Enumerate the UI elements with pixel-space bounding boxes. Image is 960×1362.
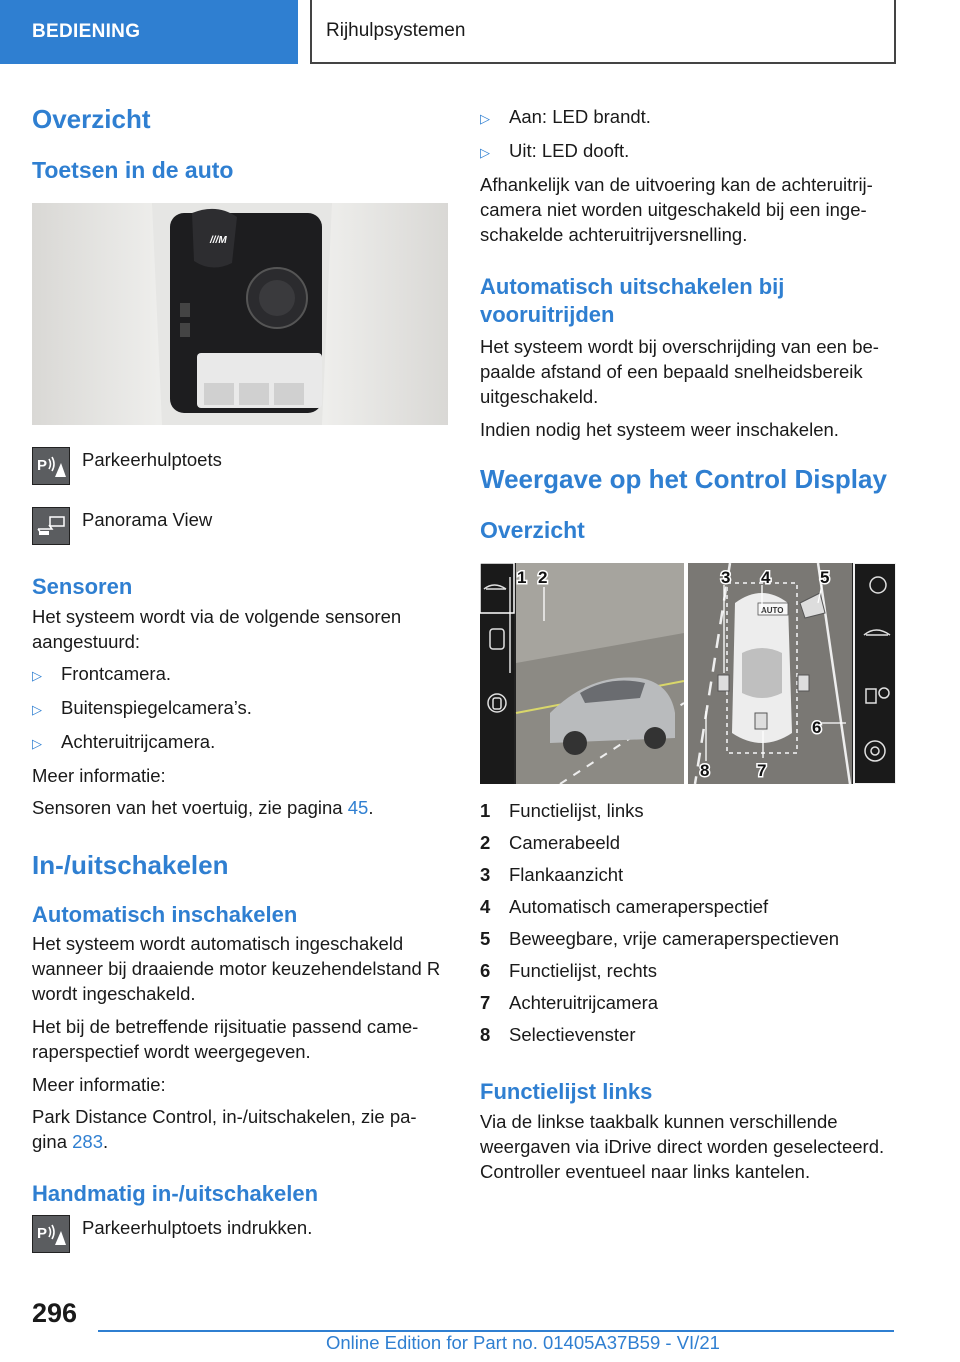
list-item: ▷ Uit: LED dooft. [480,138,896,165]
display-title: Weergave op het Control Display [480,464,887,494]
list-item: 3 Flankaanzicht [480,863,624,885]
parking-assist-icon [32,1215,70,1253]
more-info-label-2: Meer informatie: [32,1073,166,1095]
parking-key-row [32,447,448,485]
list-item: 4 Automatisch cameraperspectief [480,895,769,917]
list-item: ▷ Buitenspiegelcamera’s. [32,695,448,722]
console-illustration [32,203,448,425]
list-item: ▷ Frontcamera. [32,661,448,688]
callout-3: 3 [721,567,731,587]
subtitle-keys: Toetsen in de auto [32,157,234,184]
triangle-bullet-icon: ▷ [32,736,42,752]
list-item: 7 Achteruitrijcamera [480,991,659,1013]
triangle-bullet-icon: ▷ [480,111,490,126]
pdc-reference: Park Distance Control, in-/uitschakelen, zie pa-gina 283. [32,1105,417,1152]
right-column [480,104,896,1184]
list-item: 8 Selectievenster [480,1023,636,1045]
callout-7: 7 [757,760,767,780]
sensor-list [32,661,448,756]
chapter-header [310,0,896,64]
chapter-title: Rijhulpsystemen [326,20,466,41]
callout-4: 4 [761,567,771,587]
auto-on-title: Automatisch inschakelen [32,902,298,928]
center-console-photo [32,203,448,425]
parking-assist-icon [32,447,70,485]
auto-off-text-1: Het systeem wordt bij overschrijding van een be-paalde afstand of een bepaald snelheidsbereik uitgeschakeld. [480,336,879,407]
list-item: 2 Camerabeeld [480,831,621,853]
list-item: 6 Functielijst, rechts [480,959,658,981]
manual-key-row [32,1215,448,1253]
more-info-label: Meer informatie: [32,765,166,787]
left-column [32,96,448,1253]
page-number: 296 [32,1298,78,1328]
callout-1: 1 [517,567,527,587]
auto-on-text-1: Het systeem wordt automatisch ingeschakeld wanneer bij draaiende motor keuzehendelstand R wordt ingeschakeld. [32,932,441,1004]
funclist-text: Via de linkse taakbalk kunnen verschillende weergaven via iDrive direct worden geselecteerd. Controller eventueel naar links kantelen. [480,1111,885,1183]
list-item: 1 Functielijst, links [480,799,644,821]
svg-text:P: P [37,1225,48,1243]
list-item: ▷ Aan: LED brandt. [480,104,896,131]
triangle-bullet-icon: ▷ [480,145,490,160]
auto-off-title: Automatisch uitschakelen bij vooruitrijden [480,274,785,327]
list-item: 5 Beweegbare, vrije cameraperspectieven [480,927,840,949]
page-title: Overzicht [32,104,151,134]
onoff-title: In-/uitschakelen [32,850,229,881]
sensors-title: Sensoren [32,573,133,599]
section-tab [0,0,298,64]
funclist-title: Functielijst links [480,1078,653,1104]
callout-5: 5 [820,567,830,587]
variant-text: Afhankelijk van de uitvoering kan de achteruitrij-camera niet worden uitgeschakeld bij een inge-schakelde achteruitrijversnelling. [480,174,873,245]
auto-off-text-2: Indien nodig het systeem weer inschakelen. [480,419,839,440]
panorama-key-row [32,507,448,545]
callout-6: 6 [812,717,822,737]
svg-text:P: P [37,456,48,474]
triangle-bullet-icon: ▷ [32,668,42,684]
svg-text:///M: ///M [210,234,227,246]
section-title: BEDIENING [32,21,141,42]
panorama-view-icon [32,507,70,545]
panorama-key-label: Panorama View [82,508,213,530]
control-display-image [480,563,896,784]
callout-2: 2 [538,567,548,587]
parking-key-label: Parkeerhulptoets [82,448,222,470]
page-link-45[interactable]: 45 [347,797,369,819]
page-link-283[interactable]: 283 [72,1130,103,1152]
auto-on-text-2: Het bij de betreffende rijsituatie passend came-raperspectief wordt weergegeven. [32,1015,419,1062]
manual-key-label: Parkeerhulptoets indrukken. [82,1217,313,1239]
legend-list [480,798,896,1054]
sensors-reference: Sensoren van het voertuig, zie pagina 45. [32,797,374,819]
manual-title: Handmatig in-/uitschakelen [32,1180,319,1206]
overview-title: Overzicht [480,517,585,544]
sensors-text: Het systeem wordt via de volgende sensoren aangestuurd: [32,606,402,653]
edition-text: Online Edition for Part no. 01405A37B59 - VI/21 [326,1332,720,1353]
control-display-illustration [480,563,896,784]
list-item: ▷ Achteruitrijcamera. [32,729,448,756]
callout-8: 8 [700,760,710,780]
auto-badge: AUTO [761,605,784,615]
triangle-bullet-icon: ▷ [32,702,42,718]
